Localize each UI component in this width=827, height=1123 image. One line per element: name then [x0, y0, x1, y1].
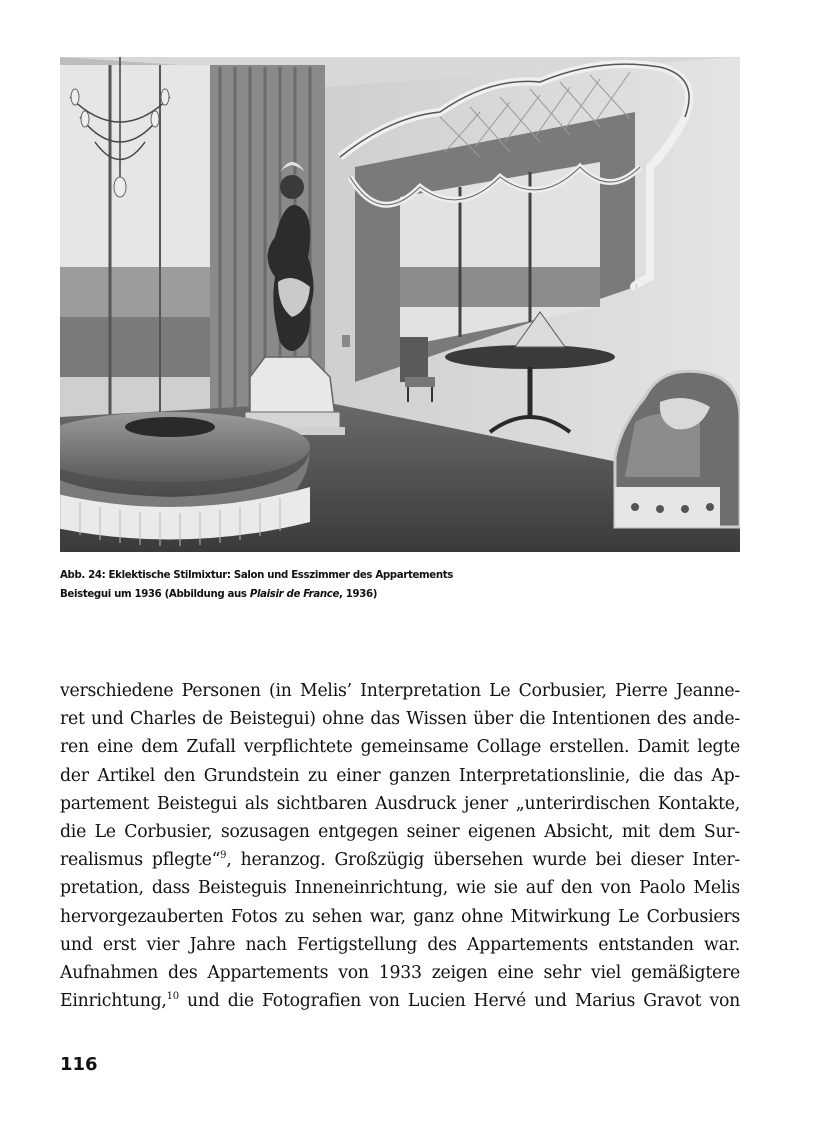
caption-text: Beistegui um 1936 (Abbildung aus: [60, 589, 250, 600]
body-line: und erst vier Jahre nach Fertigstellung des Appartements entstanden war.: [60, 934, 740, 955]
figure-caption: [60, 566, 740, 604]
caption-text-end: , 1936): [339, 589, 378, 600]
body-line: realismus pflegte“$^9$, heranzog. Großzügig übersehen wurde bei dieser Inter-: [60, 850, 740, 871]
body-paragraph: [60, 677, 740, 1015]
page-number: 116: [60, 1054, 98, 1075]
body-line: hervorgezauberten Fotos zu sehen war, ganz ohne Mitwirkung Le Corbusiers: [60, 906, 740, 927]
body-line: ret und Charles de Beistegui) ohne das Wissen über die Intentionen des ande-: [60, 709, 740, 730]
body-line: partement Beistegui als sichtbaren Ausdruck jener „unterirdischen Kontakte,: [60, 793, 740, 814]
body-line: der Artikel den Grundstein zu einer ganzen Interpretationslinie, die das Ap-: [60, 765, 740, 786]
caption-source-title: Plaisir de France: [249, 589, 340, 600]
body-line: verschiedene Personen (in Melis’ Interpretation Le Corbusier, Pierre Jeanne-: [60, 681, 740, 701]
body-line: ren eine dem Zufall verpflichtete gemeinsame Collage erstellen. Damit legte: [60, 737, 740, 758]
caption-line-1: Abb. 24: Eklektische Stilmixtur: Salon und Esszimmer des Appartements: [60, 570, 453, 581]
figure-photo: [60, 57, 740, 552]
body-line: Aufnahmen des Appartements von 1933 zeigen eine sehr viel gemäßigtere: [60, 963, 740, 984]
footnote-ref[interactable]: 9: [220, 850, 227, 862]
body-line: pretation, dass Beisteguis Inneneinrichtung, wie sie auf den von Paolo Melis: [60, 878, 740, 899]
salon-photograph: [60, 57, 740, 552]
body-line: Einrichtung,$^{10}$ und die Fotografien von Lucien Hervé und Marius Gravot von: [60, 991, 740, 1012]
footnote-ref[interactable]: 10: [166, 991, 179, 1003]
caption-line-2: [60, 585, 740, 604]
body-line: die Le Corbusier, sozusagen entgegen seiner eigenen Absicht, mit dem Sur-: [60, 822, 740, 843]
